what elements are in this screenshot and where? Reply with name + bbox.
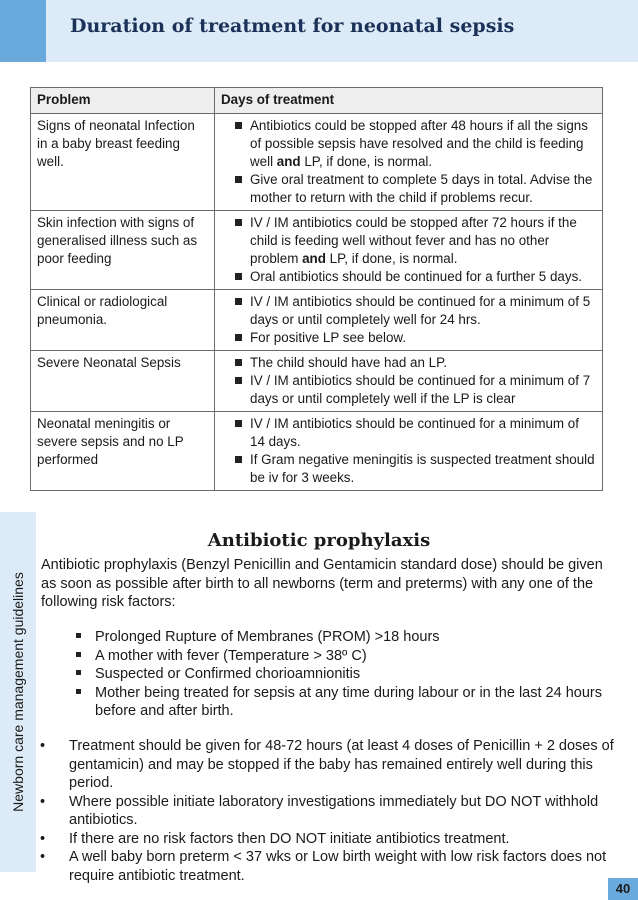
problem-cell: Clinical or radiological pneumonia. [31, 290, 215, 351]
risk-factor-list [70, 628, 610, 721]
treatment-cell [215, 211, 603, 290]
list-item: Mother being treated for sepsis at any time during labour or in the last 24 hours before and after birth. [70, 684, 610, 721]
problem-cell: Skin infection with signs of generalised illness such as poor feeding [31, 211, 215, 290]
list-item: Prolonged Rupture of Membranes (PROM) >18 hours [70, 628, 610, 647]
page-number: 40 [608, 878, 638, 900]
treatment-item: Give oral treatment to complete 5 days in total. Advise the mother to return with the child if problems recur. [233, 171, 596, 207]
treatment-item: If Gram negative meningitis is suspected treatment should be iv for 3 weeks. [233, 451, 596, 487]
list-item: A mother with fever (Temperature > 38º C) [70, 647, 610, 666]
table-row [31, 114, 603, 211]
column-header-days: Days of treatment [215, 88, 603, 114]
treatment-item: IV / IM antibiotics could be stopped after 72 hours if the child is feeding well without fever and has no other problem and LP, if done, is normal. [233, 214, 596, 268]
treatment-item: Oral antibiotics should be continued for a further 5 days. [233, 268, 596, 286]
list-item: • If there are no risk factors then DO NOT initiate antibiotics treatment. [40, 830, 620, 849]
treatment-cell [215, 412, 603, 491]
treatment-cell [215, 290, 603, 351]
guidance-list [40, 737, 620, 885]
sidebar-label: Newborn care management guidelines [10, 572, 26, 812]
table-header-row [31, 88, 603, 114]
list-item: • A well baby born preterm < 37 wks or Low birth weight with low risk factors does not require antibiotic treatment. [40, 848, 620, 885]
column-header-problem: Problem [31, 88, 215, 114]
table-row [31, 290, 603, 351]
treatment-item: For positive LP see below. [233, 329, 596, 347]
table-row [31, 351, 603, 412]
page-title: Duration of treatment for neonatal sepsis [70, 15, 515, 37]
treatment-item: Antibiotics could be stopped after 48 hours if all the signs of possible sepsis have resolved and the child is feeding well and LP, if done, is normal. [233, 117, 596, 171]
intro-paragraph: Antibiotic prophylaxis (Benzyl Penicillin and Gentamicin standard dose) should be given as soon as possible after birth to all newborns (term and preterms) with any one of the following risk factors: [41, 557, 603, 610]
treatment-item: IV / IM antibiotics should be continued for a minimum of 5 days or until completely well for 24 hrs. [233, 293, 596, 329]
treatment-duration-table [30, 87, 603, 491]
list-item: Suspected or Confirmed chorioamnionitis [70, 665, 610, 684]
table-row [31, 412, 603, 491]
treatment-item: IV / IM antibiotics should be continued for a minimum of 14 days. [233, 415, 596, 451]
problem-cell: Severe Neonatal Sepsis [31, 351, 215, 412]
treatment-cell [215, 351, 603, 412]
list-item: • Where possible initiate laboratory investigations immediately but DO NOT withhold antibiotics. [40, 793, 620, 830]
treatment-item: The child should have had an LP. [233, 354, 596, 372]
list-item: • Treatment should be given for 48-72 hours (at least 4 doses of Penicillin + 2 doses of gentamicin) and may be stopped if the baby has remained entirely well during this period. [40, 737, 620, 793]
header-accent-tab [0, 0, 46, 62]
treatment-cell [215, 114, 603, 211]
problem-cell: Neonatal meningitis or severe sepsis and no LP performed [31, 412, 215, 491]
table-row [31, 211, 603, 290]
section-title: Antibiotic prophylaxis [207, 530, 431, 551]
problem-cell: Signs of neonatal Infection in a baby breast feeding well. [31, 114, 215, 211]
treatment-item: IV / IM antibiotics should be continued for a minimum of 7 days or until completely well if the LP is clear [233, 372, 596, 408]
